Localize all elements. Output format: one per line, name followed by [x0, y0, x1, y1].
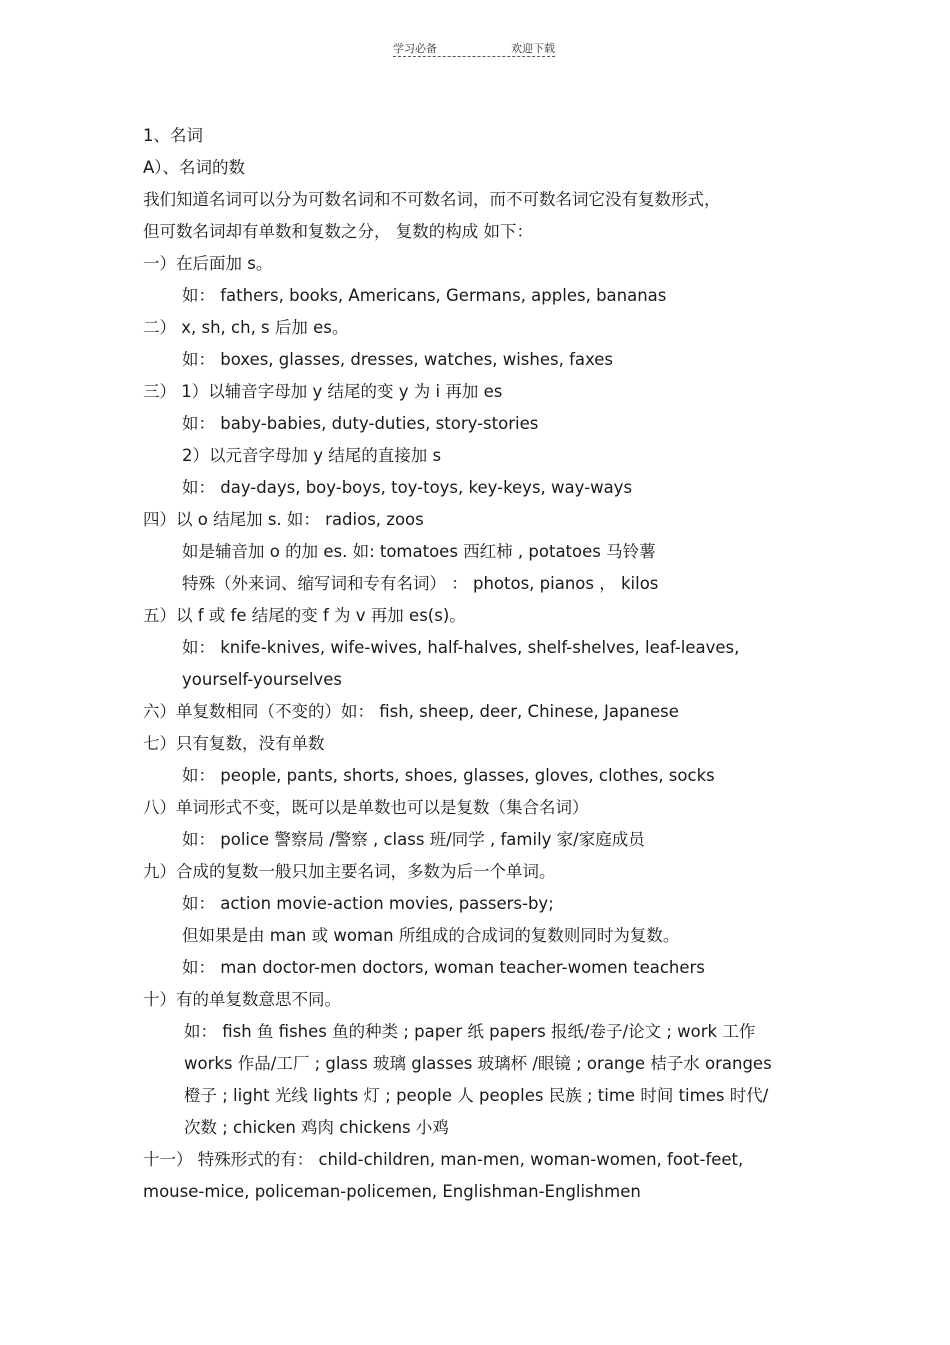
example-line: 如： fish 鱼 fishes 鱼的种类 ; paper 纸 papers 报纸/卷子/论文 ; work 工作: [184, 1022, 756, 1041]
example-line: 如： action movie-action movies, passers-by;: [182, 894, 554, 913]
example-line: 如： fathers, books, Americans, Germans, apples, bananas: [182, 286, 667, 305]
example-line: 特殊（外来词、缩写词和专有名词） ： photos, pianos ， kilos: [182, 574, 659, 593]
example-line: 如： man doctor-men doctors, woman teacher-women teachers: [182, 958, 705, 977]
header-right-text: 欢迎下载: [511, 42, 555, 55]
example-line: 橙子 ; light 光线 lights 灯 ; people 人 peoples 民族 ; time 时间 times 时代/: [184, 1086, 769, 1105]
rule-item: 五）以 f 或 fe 结尾的变 f 为 v 再加 es(s)。: [143, 606, 466, 625]
example-line: 如： boxes, glasses, dresses, watches, wishes, faxes: [182, 350, 614, 369]
intro-paragraph-line: 我们知道名词可以分为可数名词和不可数名词，而不可数名词它没有复数形式，: [143, 190, 721, 209]
rule-item: 十一） 特殊形式的有： child-children, man-men, woman-women, foot-feet,: [143, 1150, 744, 1169]
page-header: [393, 40, 555, 57]
rule-item: 八）单词形式不变，既可以是单数也可以是复数（集合名词）: [143, 798, 589, 817]
example-line: 如是辅音加 o 的加 es. 如: tomatoes 西红柿 , potatoes 马铃薯: [182, 542, 656, 561]
rule-item: 七）只有复数，没有单数: [143, 734, 325, 753]
rule-item: 六）单复数相同（不变的）如： fish, sheep, deer, Chinese, Japanese: [143, 702, 679, 721]
rule-item: 一）在后面加 s。: [143, 254, 273, 273]
example-line: works 作品/工厂 ; glass 玻璃 glasses 玻璃杯 /眼镜 ; orange 桔子水 oranges: [184, 1054, 772, 1073]
subsection-heading: A）、名词的数: [143, 158, 246, 177]
example-line: yourself-yourselves: [182, 670, 342, 689]
header-left-text: 学习必备: [393, 42, 437, 55]
example-line: 如： day-days, boy-boys, toy-toys, key-keys, way-ways: [182, 478, 633, 497]
rule-item: 四）以 o 结尾加 s. 如： radios, zoos: [143, 510, 424, 529]
document-body: [143, 120, 823, 1208]
rule-item-continuation: mouse-mice, policeman-policemen, Englishman-Englishmen: [143, 1182, 641, 1201]
sub-rule-item: 2）以元音字母加 y 结尾的直接加 s: [182, 446, 442, 465]
example-line: 但如果是由 man 或 woman 所组成的合成词的复数则同时为复数。: [182, 926, 680, 945]
section-heading: 1、名词: [143, 126, 203, 145]
intro-paragraph-line: 但可数名词却有单数和复数之分， 复数的构成 如下：: [143, 222, 533, 241]
example-line: 如： police 警察局 /警察 , class 班/同学 , family 家/家庭成员: [182, 830, 645, 849]
example-line: 次数 ; chicken 鸡肉 chickens 小鸡: [184, 1118, 449, 1137]
example-line: 如： baby-babies, duty-duties, story-stories: [182, 414, 539, 433]
rule-item: 九）合成的复数一般只加主要名词，多数为后一个单词。: [143, 862, 556, 881]
rule-item: 二） x, sh, ch, s 后加 es。: [143, 318, 349, 337]
example-line: 如： knife-knives, wife-wives, half-halves, shelf-shelves, leaf-leaves,: [182, 638, 740, 657]
example-line: 如： people, pants, shorts, shoes, glasses, gloves, clothes, socks: [182, 766, 715, 785]
rule-item: 三） 1）以辅音字母加 y 结尾的变 y 为 i 再加 es: [143, 382, 503, 401]
rule-item: 十）有的单复数意思不同。: [143, 990, 341, 1009]
